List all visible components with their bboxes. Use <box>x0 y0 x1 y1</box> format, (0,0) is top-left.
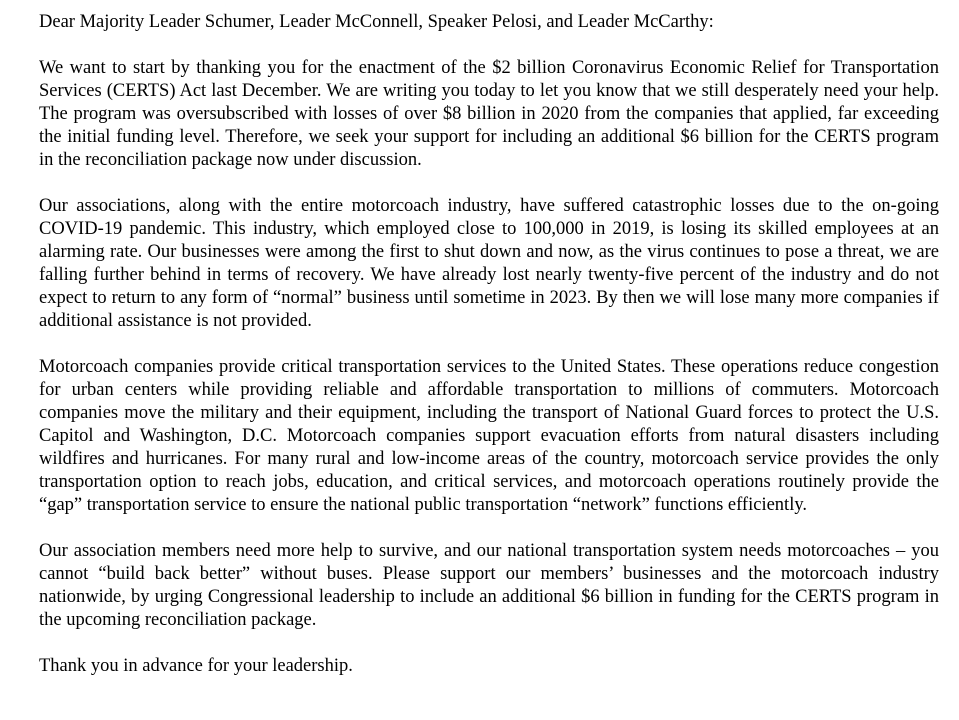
letter-paragraph-3: Motorcoach companies provide critical transportation services to the United States. These operations reduce congestion for urban centers while providing reliable and affordable transportation to millions of commuters. Motorcoach companies move the military and their equipment, including the transport of National Guard forces to protect the U.S. Capitol and Washington, D.C. Motorcoach companies support evacuation efforts from natural disasters including wildfires and hurricanes. For many rural and low-income areas of the country, motorcoach service provides the only transportation option to reach jobs, education, and critical services, and motorcoach operations routinely provide the “gap” transportation service to ensure the national public transportation “network” functions efficiently. <box>39 357 939 515</box>
letter-paragraph-4: Our association members need more help to survive, and our national transportation system needs motorcoaches – you cannot “build back better” without buses. Please support our members’ businesses and the motorcoach industry nationwide, by urging Congressional leadership to include an additional $6 billion in funding for the CERTS program in the upcoming reconciliation package. <box>39 541 939 630</box>
letter-closing: Thank you in advance for your leadership. <box>39 656 353 676</box>
letter-paragraph-1: We want to start by thanking you for the enactment of the $2 billion Coronavirus Economic Relief for Transportation Services (CERTS) Act last December. We are writing you today to let you know that we still desperately need your help. The program was oversubscribed with losses of over $8 billion in 2020 from the companies that applied, far exceeding the initial funding level. Therefore, we seek your support for including an additional $6 billion for the CERTS program in the reconciliation package now under discussion. <box>39 58 939 170</box>
letter-salutation: Dear Majority Leader Schumer, Leader McConnell, Speaker Pelosi, and Leader McCarthy: <box>39 12 714 32</box>
letter-paragraph-2: Our associations, along with the entire motorcoach industry, have suffered catastrophic losses due to the on-going COVID-19 pandemic. This industry, which employed close to 100,000 in 2019, is losing its skilled employees at an alarming rate. Our businesses were among the first to shut down and now, as the virus continues to pose a threat, we are falling further behind in terms of recovery. We have already lost nearly twenty-five percent of the industry and do not expect to return to any form of “normal” business until sometime in 2023. By then we will lose many more companies if additional assistance is not provided. <box>39 196 939 331</box>
